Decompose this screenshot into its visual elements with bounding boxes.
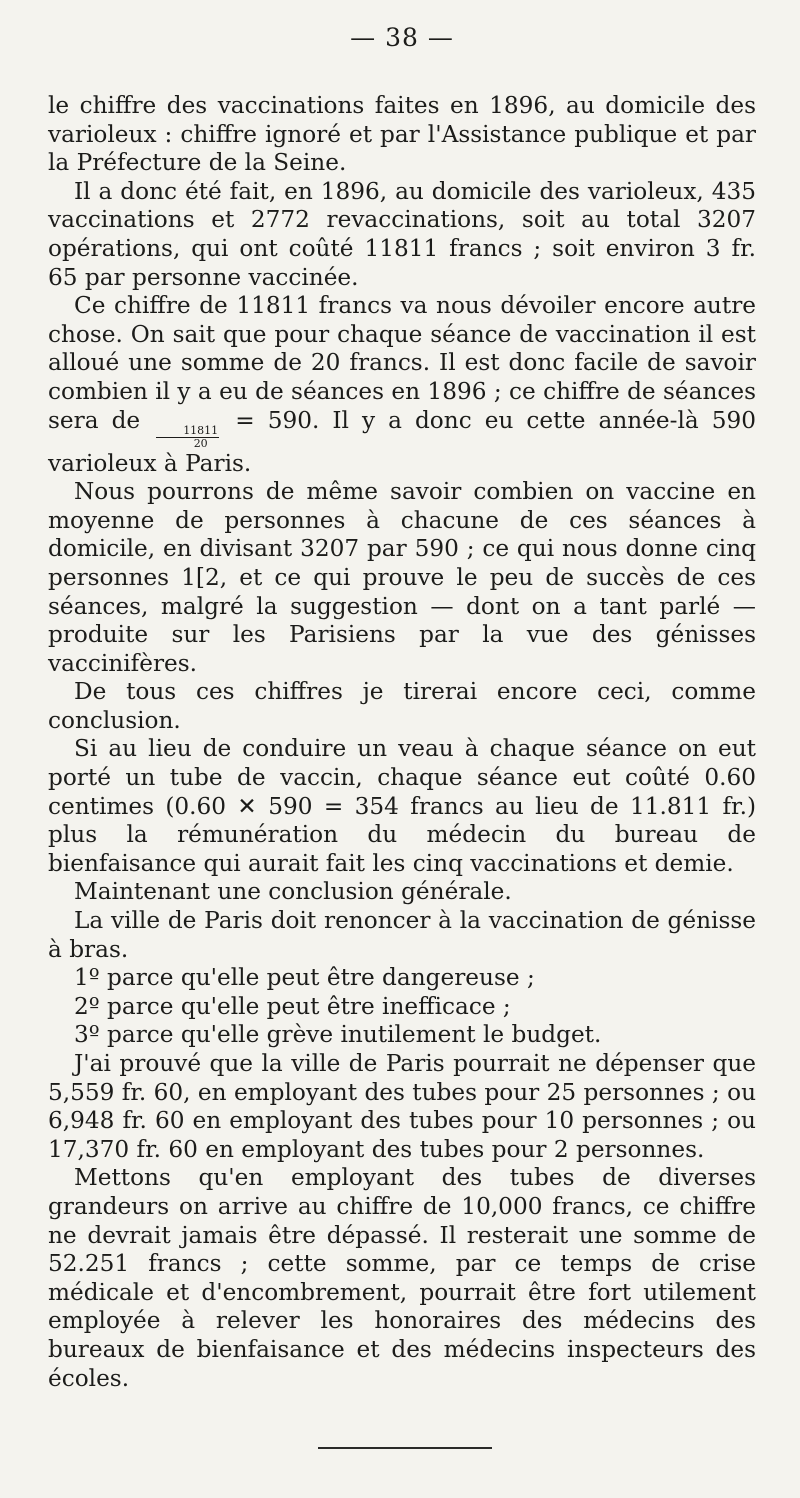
page-number: — 38 — bbox=[350, 23, 454, 52]
paragraph-general-conclusion: Maintenant une conclusion générale. bbox=[74, 878, 512, 906]
seances-text-after: = 590. Il y a donc eu cette année-là 590 varioleux à Paris. bbox=[48, 406, 757, 477]
paragraph-continuation: le chiffre des vaccinations faites en 1896, au domicile des varioleux : chiffre ignoré et par l'Assistance publique et par la Préfecture de la Seine. bbox=[48, 92, 756, 177]
paragraph-vaccination-totals: Il a donc été fait, en 1896, au domicile des varioleux, 435 vaccinations et 2772 revaccinations, soit au total 3207 opérations, qui ont coûté 11811 francs ; soit environ 3 fr. 65 par personne vaccinée. bbox=[48, 177, 756, 291]
paragraph-cost-comparison: J'ai prouvé que la ville de Paris pourrait ne dépenser que 5,559 fr. 60, en employant des tubes pour 25 personnes ; ou 6,948 fr. 60 en employant des tubes pour 10 personnes ; ou 17,370 fr. 60 en employant des tubes pour 2 personnes. bbox=[48, 1050, 756, 1163]
list-item: 1º parce qu'elle peut être dangereuse ; bbox=[74, 964, 535, 992]
fraction-denominator: 20 bbox=[193, 436, 208, 450]
paragraph-renounce: La ville de Paris doit renoncer à la vaccination de génisse à bras. bbox=[48, 907, 756, 963]
paragraph-seances-count bbox=[48, 292, 756, 478]
fraction bbox=[156, 425, 219, 450]
list-item: 3º parce qu'elle grève inutilement le budget. bbox=[74, 1021, 602, 1049]
fraction-numerator: 11811 bbox=[156, 425, 219, 438]
body-text bbox=[48, 92, 756, 1393]
paragraph-final-budget: Mettons qu'en employant des tubes de diverses grandeurs on arrive au chiffre de 10,000 francs, ce chiffre ne devrait jamais être dépassé. Il resterait une somme de 52.251 francs ; cette somme, par ce temps de crise médicale et d'encombrement, pourrait être fort utilement employée à relever les honoraires des médecins des bureaux de bienfaisance et des médecins inspecteurs des écoles. bbox=[48, 1164, 756, 1392]
list-item: 2º parce qu'elle peut être inefficace ; bbox=[74, 992, 511, 1020]
end-rule-divider bbox=[318, 1447, 492, 1449]
seances-text-before: Ce chiffre de 11811 francs va nous dévoiler encore autre chose. On sait que pour chaque séance de vaccination il est alloué une somme de 20 francs. Il est donc facile de savoir combien il y a eu de séances en 1896 ; ce chiffre de séances sera de bbox=[48, 292, 756, 434]
paragraph-tube-cost: Si au lieu de conduire un veau à chaque séance on eut porté un tube de vaccin, chaque séance eut coûté 0.60 centimes (0.60 ✕ 590 = 354 francs au lieu de 11.811 fr.) plus la rémunération du médecin du bureau de bienfaisance qui aurait fait les cinq vaccinations et demie. bbox=[48, 735, 756, 877]
paragraph-conclusion-intro: De tous ces chiffres je tirerai encore ceci, comme conclusion. bbox=[48, 678, 756, 734]
paragraph-average-per-seance: Nous pourrons de même savoir combien on vaccine en moyenne de personnes à chacune de ces séances à domicile, en divisant 3207 par 590 ; ce qui nous donne cinq personnes 1[2, et ce qui prouve le peu de succès de ces séances, malgré la suggestion — dont on a tant parlé — produite sur les Parisiens par la vue des génisses vaccinifères. bbox=[48, 478, 756, 677]
